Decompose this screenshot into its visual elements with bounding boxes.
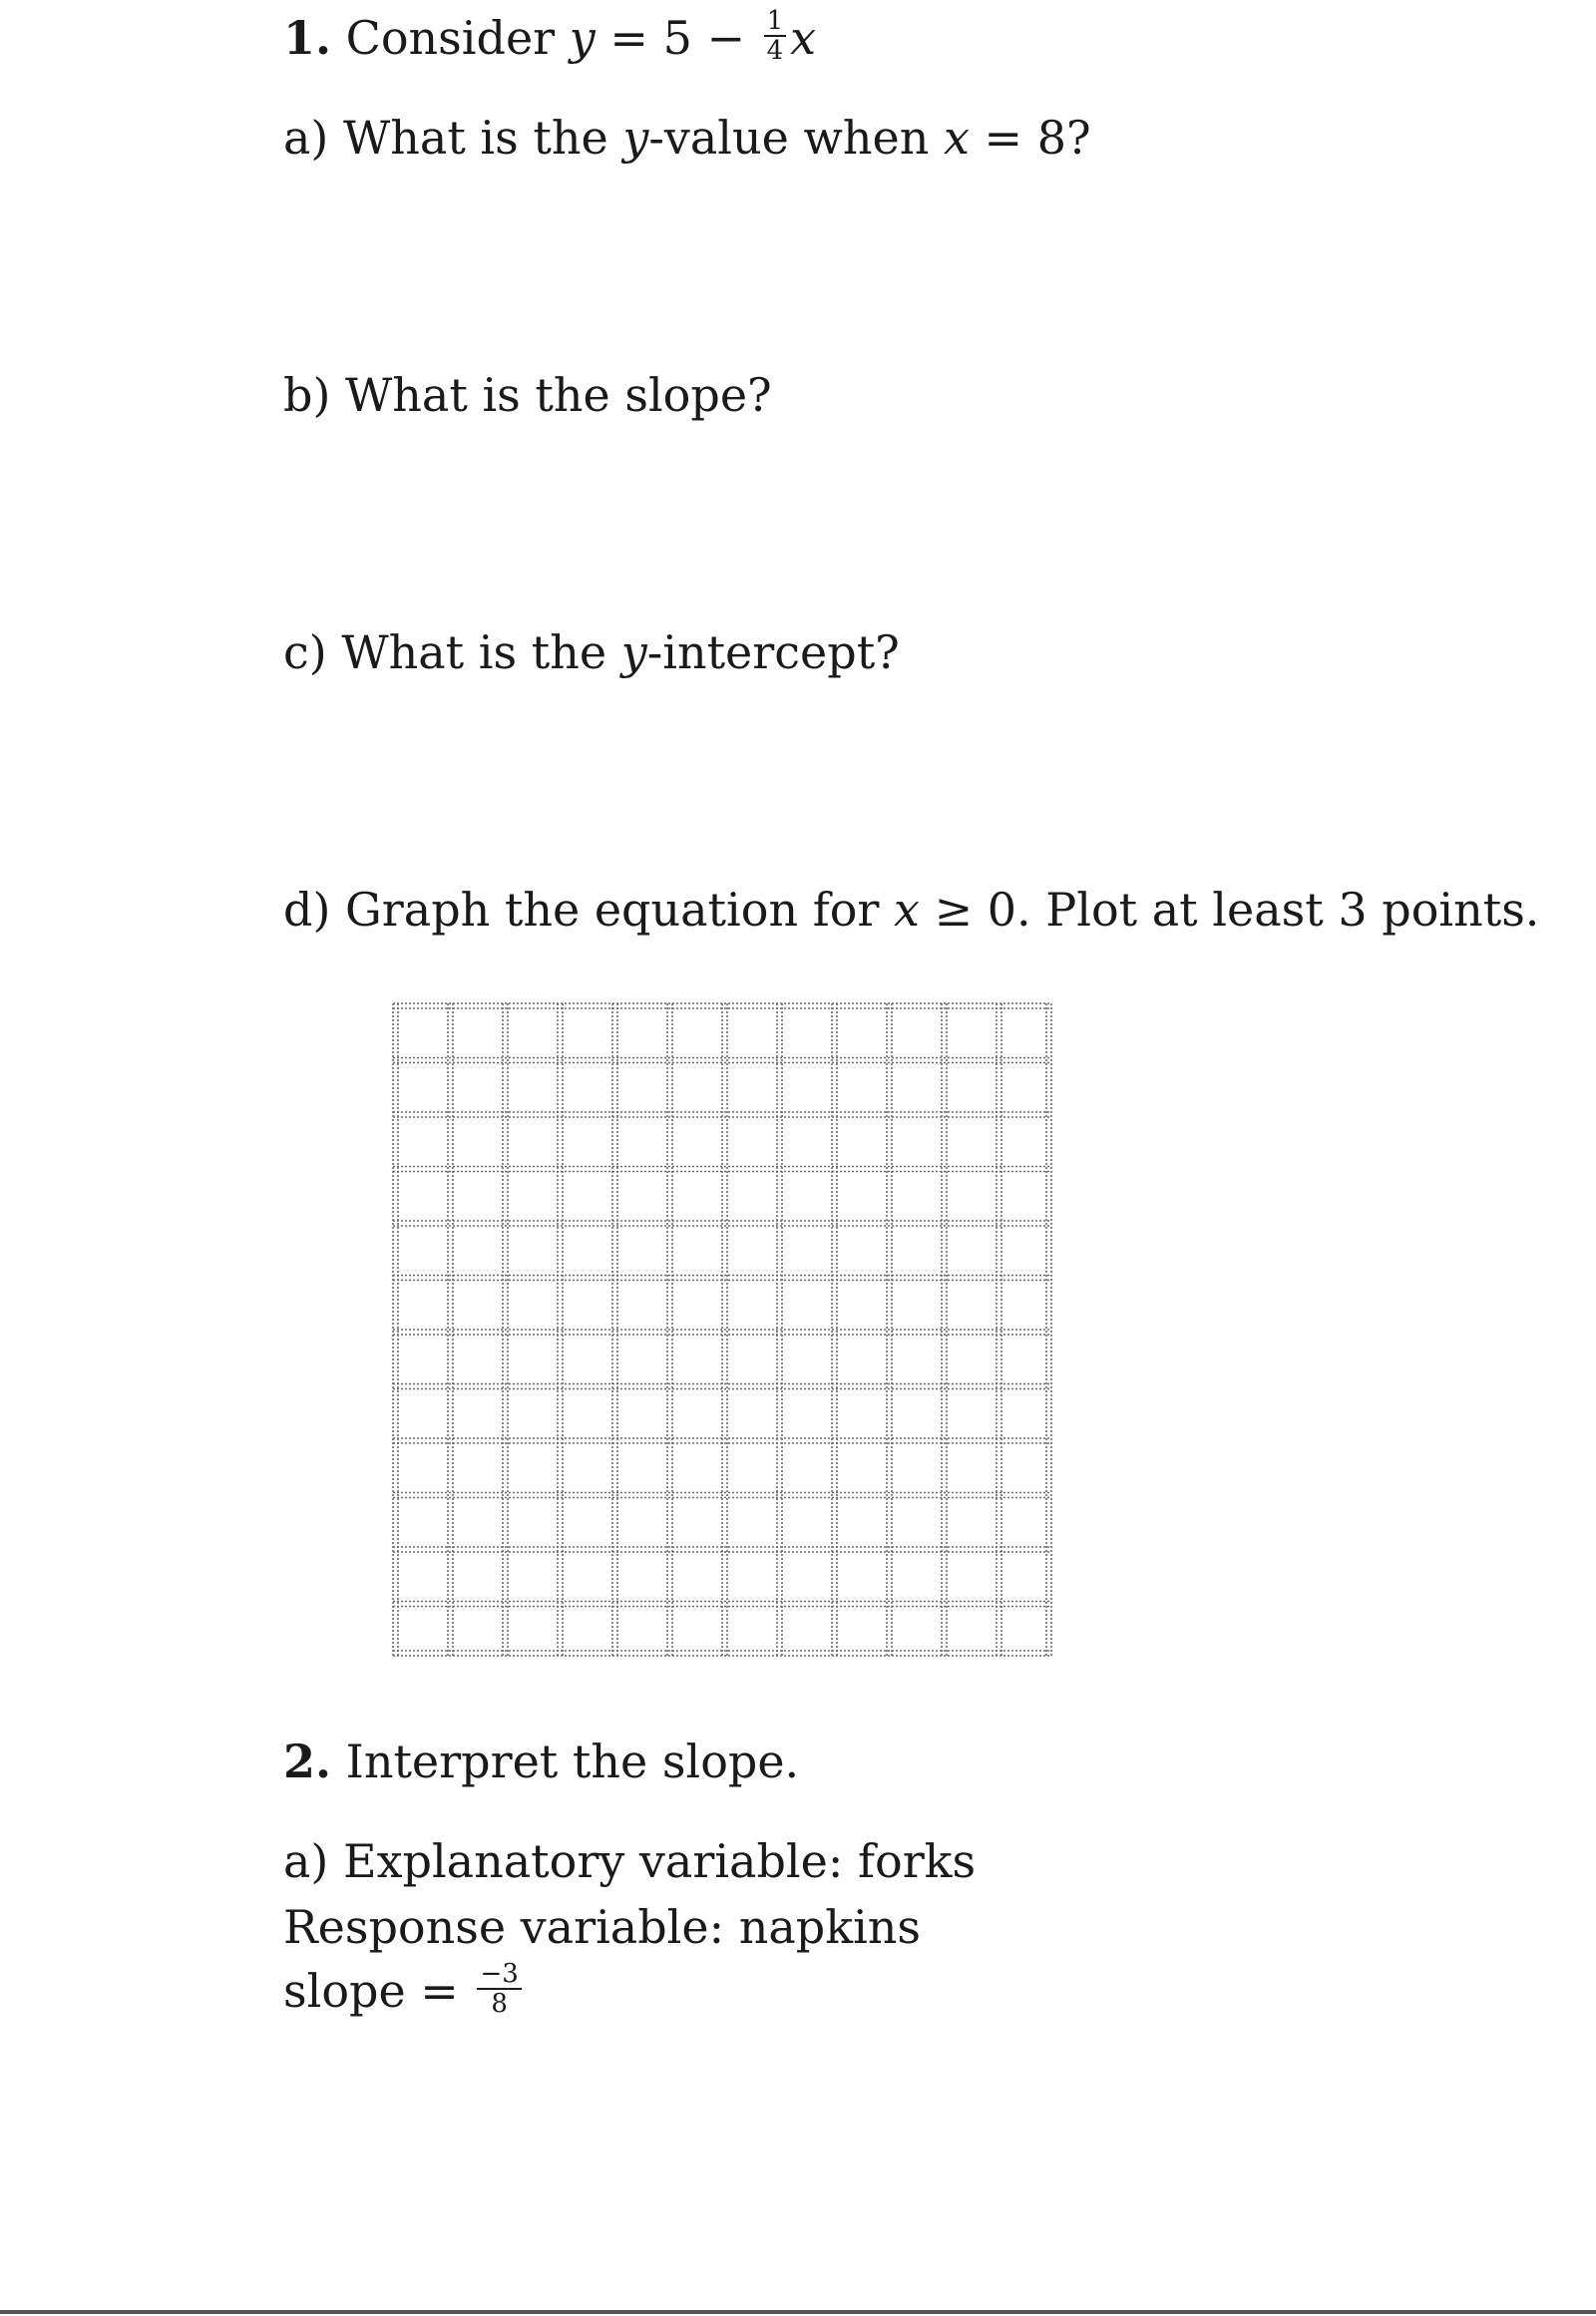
slope-numerator: −3	[477, 1960, 521, 1990]
problem-1-part-d	[283, 880, 1539, 940]
equation-fraction	[764, 7, 787, 65]
part-a-var-y: y	[622, 111, 649, 165]
problem-2-number: 2.	[283, 1735, 332, 1788]
fraction-denominator: 4	[766, 36, 784, 66]
slope-fraction	[477, 1960, 521, 2018]
problem-1-header	[283, 8, 816, 71]
part-b-text: What is the slope?	[330, 368, 772, 422]
explanatory-variable: Explanatory variable: forks	[328, 1834, 977, 1888]
problem-1-number: 1.	[283, 11, 332, 65]
problem-1-part-a	[283, 108, 1091, 168]
part-c-text-post: -intercept?	[646, 625, 900, 679]
problem-2-part-a-explanatory	[283, 1831, 976, 1891]
problem-2-part-a-response	[283, 1897, 921, 1957]
part-c-text-pre: What is the	[326, 625, 621, 679]
problem-2-title: Interpret the slope.	[331, 1735, 800, 1788]
equation-lhs: y	[569, 11, 596, 65]
part-a-text-pre: What is the	[328, 111, 623, 165]
slope-label: slope =	[283, 1964, 474, 2018]
page-bottom-border	[0, 2310, 1596, 2314]
fraction-numerator: 1	[764, 7, 787, 37]
part-c-label: c)	[283, 625, 327, 679]
part-b-label: b)	[283, 368, 331, 422]
graph-grid[interactable]	[391, 1001, 1053, 1660]
problem-2-header	[283, 1732, 799, 1791]
equation-eq: = 5 −	[595, 11, 760, 65]
part-a-text-post: = 8?	[969, 111, 1091, 165]
problem-1-intro: Consider	[345, 11, 556, 65]
part-d-label: d)	[283, 883, 331, 937]
graph-grid-svg	[391, 1001, 1053, 1660]
problem-1-part-b	[283, 365, 772, 425]
response-variable: Response variable: napkins	[283, 1900, 922, 1954]
problem-2-part-a-slope	[283, 1961, 526, 2024]
slope-denominator: 8	[491, 1989, 508, 2019]
problem-1-part-c	[283, 622, 900, 682]
part-a-var-x: x	[943, 111, 970, 165]
part-d-text-post: ≥ 0. Plot at least 3 points.	[919, 883, 1540, 937]
part-a-label: a)	[283, 111, 329, 165]
part-a-text-mid: -value when	[648, 111, 944, 165]
equation-var: x	[790, 11, 817, 65]
part-d-var-x: x	[894, 883, 920, 937]
part-d-text-pre: Graph the equation for	[330, 883, 895, 937]
problem-1-equation	[569, 6, 817, 66]
problem-2-part-a-label: a)	[283, 1834, 329, 1888]
part-c-var-y: y	[620, 625, 647, 679]
